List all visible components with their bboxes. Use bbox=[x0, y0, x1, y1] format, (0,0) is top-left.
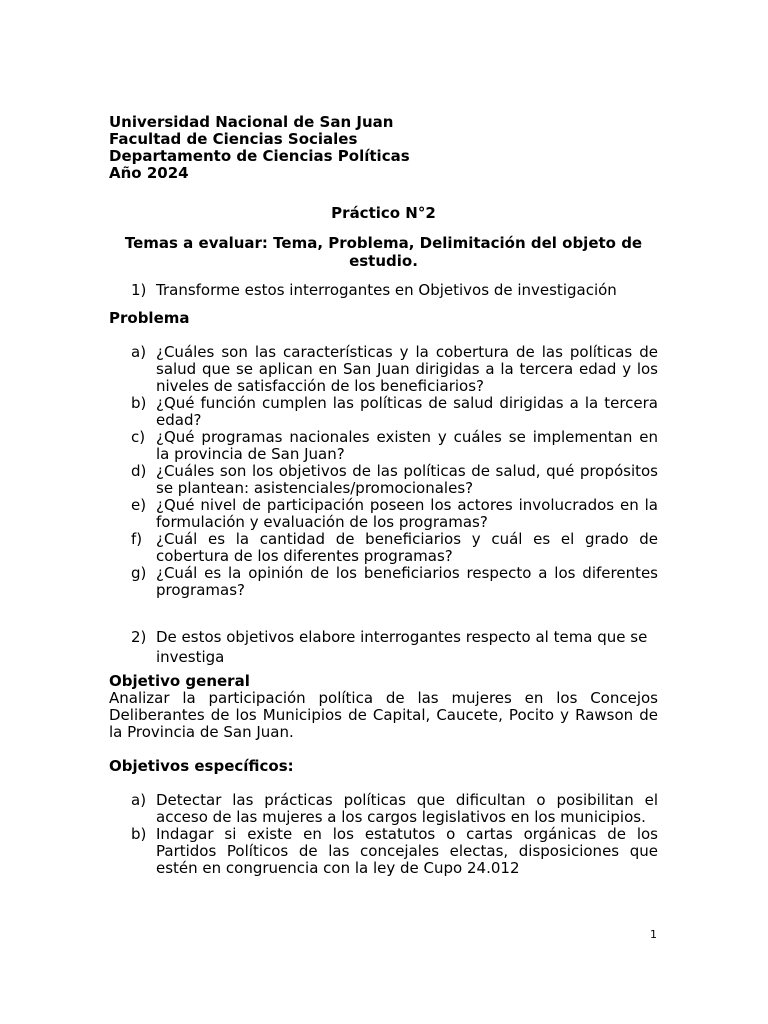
list-item bbox=[109, 497, 658, 531]
header-department: Departamento de Ciencias Políticas bbox=[109, 147, 410, 165]
list-marker: d) bbox=[131, 462, 147, 480]
objetivo-general-heading: Objetivo general bbox=[109, 672, 250, 690]
document-page bbox=[109, 114, 658, 877]
list-item bbox=[109, 344, 658, 395]
list-marker: e) bbox=[131, 496, 147, 514]
list-marker: c) bbox=[131, 428, 146, 446]
header-year: Año 2024 bbox=[109, 164, 189, 182]
objetivos-especificos-list bbox=[109, 792, 658, 877]
list-item bbox=[109, 429, 658, 463]
list-marker: a) bbox=[131, 343, 147, 361]
list-item bbox=[109, 826, 658, 877]
list-item bbox=[109, 463, 658, 497]
document-subtitle: Temas a evaluar: Tema, Problema, Delimitación del objeto de estudio. bbox=[124, 234, 643, 270]
list-item-text: ¿Cuál es la opinión de los beneficiarios respecto a los diferentes programas? bbox=[156, 564, 658, 599]
list-item-text: ¿Cuál es la cantidad de beneficiarios y cuál es el grado de cobertura de los diferentes programas? bbox=[156, 530, 658, 565]
instruction-1-marker: 1) bbox=[131, 281, 147, 299]
list-item-text: Indagar si existe en los estatutos o cartas orgánicas de los Partidos Políticos de las concejales electas, disposiciones que estén en congruencia con la ley de Cupo 24.012 bbox=[156, 825, 658, 877]
list-item bbox=[109, 395, 658, 429]
instruction-1 bbox=[109, 282, 658, 299]
list-marker: b) bbox=[131, 394, 147, 412]
objetivos-especificos-heading: Objetivos específicos: bbox=[109, 757, 294, 775]
instruction-2-marker: 2) bbox=[131, 628, 147, 646]
list-marker: a) bbox=[131, 791, 147, 809]
list-item bbox=[109, 565, 658, 599]
institution-header bbox=[109, 114, 658, 182]
list-marker: g) bbox=[131, 564, 147, 582]
header-faculty: Facultad de Ciencias Sociales bbox=[109, 130, 358, 148]
list-item bbox=[109, 531, 658, 565]
document-title: Práctico N°2 bbox=[331, 204, 436, 222]
list-item-text: Detectar las prácticas políticas que dificultan o posibilitan el acceso de las mujeres a los cargos legislativos en los municipios. bbox=[156, 791, 658, 826]
list-item-text: ¿Qué función cumplen las políticas de salud dirigidas a la tercera edad? bbox=[156, 394, 658, 429]
list-item-text: ¿Qué programas nacionales existen y cuáles se implementan en la provincia de San Juan? bbox=[156, 428, 658, 463]
problema-heading: Problema bbox=[109, 309, 190, 327]
list-item-text: ¿Cuáles son las características y la cobertura de las políticas de salud que se aplican en San Juan dirigidas a la tercera edad y los niveles de satisfacción de los beneficiarios? bbox=[156, 343, 658, 395]
list-marker: b) bbox=[131, 825, 147, 843]
list-item-text: ¿Cuáles son los objetivos de las políticas de salud, qué propósitos se plantean: asistenciales/promocionales? bbox=[156, 462, 658, 497]
instruction-2-text: De estos objetivos elabore interrogantes respecto al tema que se investiga bbox=[156, 628, 648, 666]
instruction-2 bbox=[109, 627, 658, 667]
page-number: 1 bbox=[650, 928, 657, 941]
list-marker: f) bbox=[131, 530, 143, 548]
header-university: Universidad Nacional de San Juan bbox=[109, 113, 394, 131]
objetivo-general-text: Analizar la participación política de las mujeres en los Concejos Deliberantes de los Municipios de Capital, Caucete, Pocito y Rawson de la Provincia de San Juan. bbox=[109, 689, 658, 741]
problema-list bbox=[109, 344, 658, 599]
list-item-text: ¿Qué nivel de participación poseen los actores involucrados en la formulación y evaluación de los programas? bbox=[156, 496, 658, 531]
instruction-1-text: Transforme estos interrogantes en Objetivos de investigación bbox=[156, 281, 617, 299]
list-item bbox=[109, 792, 658, 826]
